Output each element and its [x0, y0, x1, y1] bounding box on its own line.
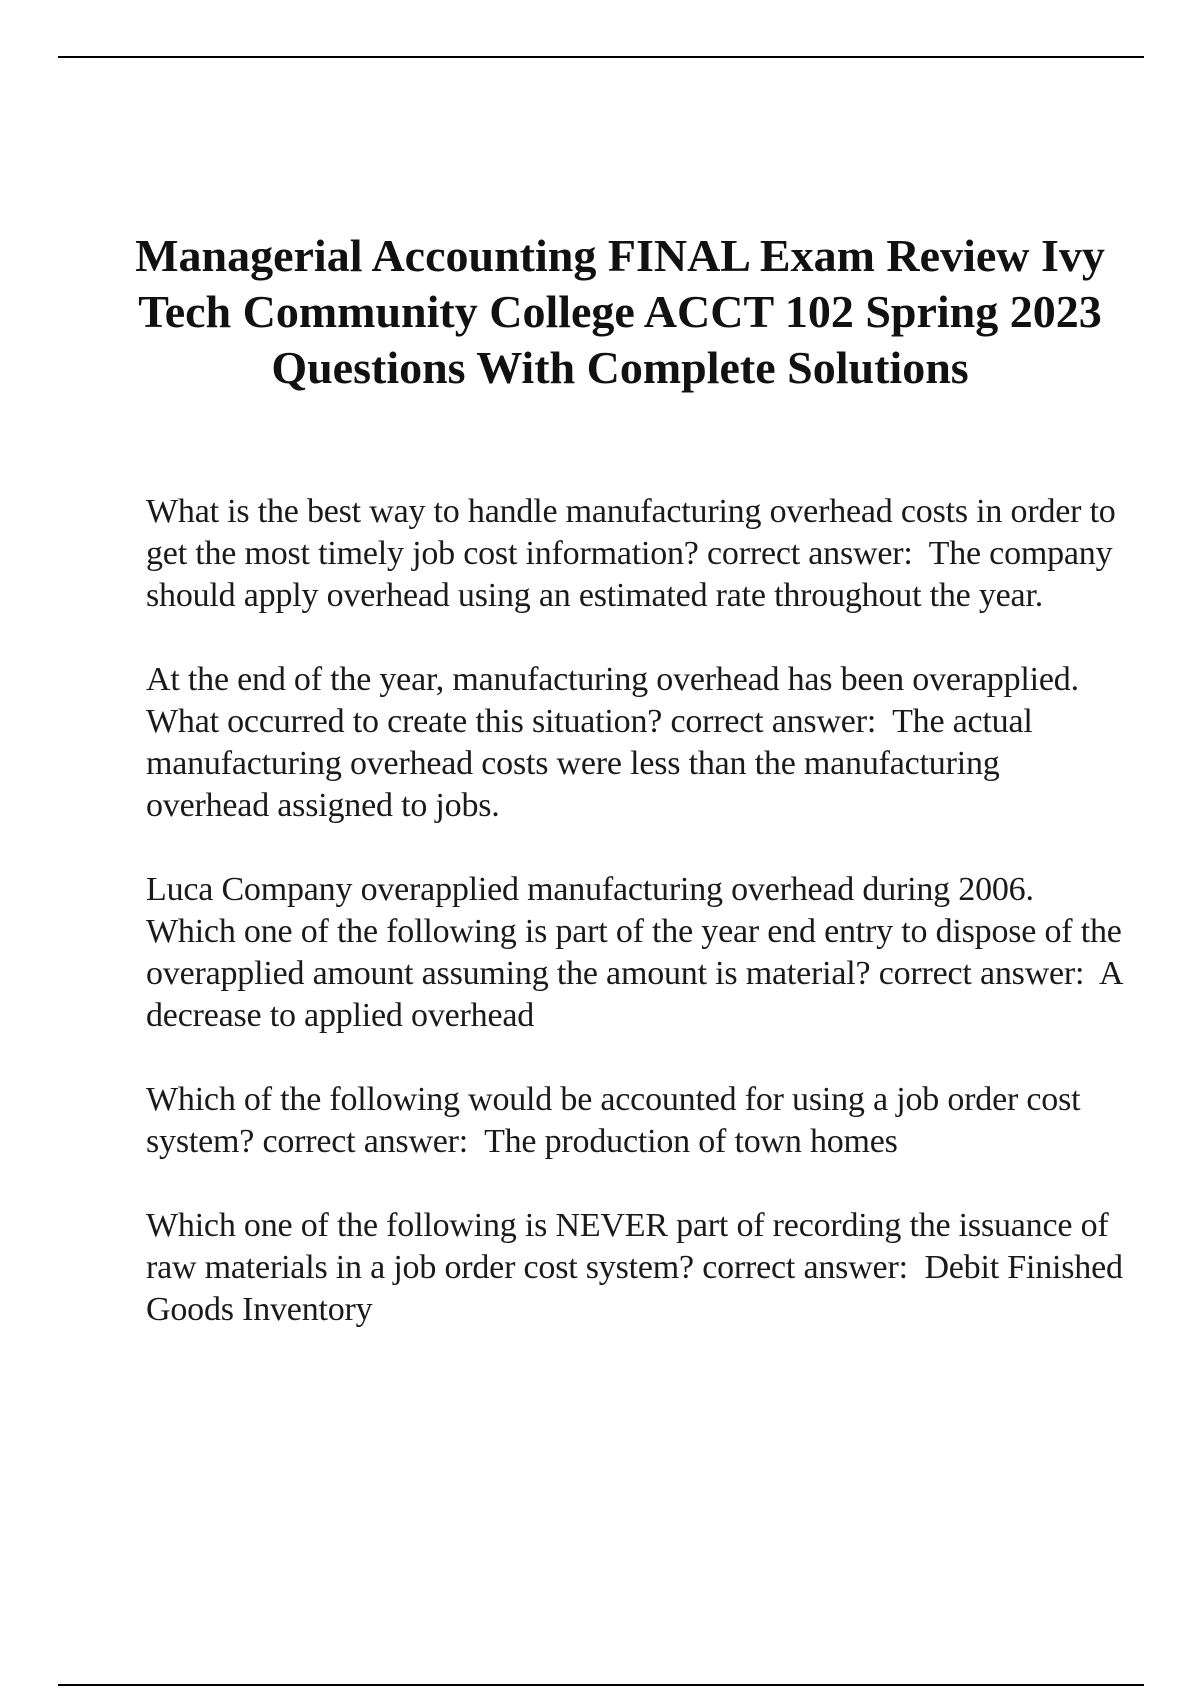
answer-label: correct answer: [670, 703, 877, 740]
question-text: Which of the following would be accounted for using a job order cost system? [146, 1081, 1081, 1160]
question-text: What is the best way to handle manufacturing overhead costs in order to get the most timely job cost information? [146, 493, 1116, 572]
answer-label: correct answer: [702, 1249, 908, 1286]
qa-item [146, 869, 1126, 1037]
answer-label: correct answer: [878, 955, 1085, 992]
question-text: Which one of the following is NEVER part of recording the issuance of raw materials in a job order cost system? [146, 1207, 1109, 1286]
answer-text: The actual manufacturing overhead costs were less than the manufacturing overhead assigned to jobs. [146, 703, 1033, 824]
qa-item [146, 659, 1126, 827]
answer-text: The production of town homes [484, 1123, 898, 1160]
answer-label: correct answer: [262, 1123, 469, 1160]
top-rule [58, 56, 1144, 58]
answer-label: correct answer: [707, 535, 913, 572]
qa-item [146, 491, 1126, 617]
qa-item [146, 1205, 1126, 1331]
answer-text: Debit Finished Goods Inventory [146, 1249, 1123, 1328]
bottom-rule [58, 1684, 1144, 1686]
answer-text: A decrease to applied overhead [146, 955, 1122, 1034]
qa-list [146, 491, 1126, 1373]
qa-item [146, 1079, 1126, 1163]
answer-text: The company should apply overhead using an estimated rate throughout the year. [146, 535, 1113, 614]
question-text: At the end of the year, manufacturing overhead has been overapplied. What occurred to create this situation? [146, 661, 1079, 740]
document-title: Managerial Accounting FINAL Exam Review Ivy Tech Community College ACCT 102 Spring 2023 Questions With Complete Solutions [135, 230, 1105, 393]
question-text: Luca Company overapplied manufacturing overhead during 2006. Which one of the following is part of the year end entry to dispose of the overapplied amount assuming the amount is material? [146, 871, 1122, 992]
